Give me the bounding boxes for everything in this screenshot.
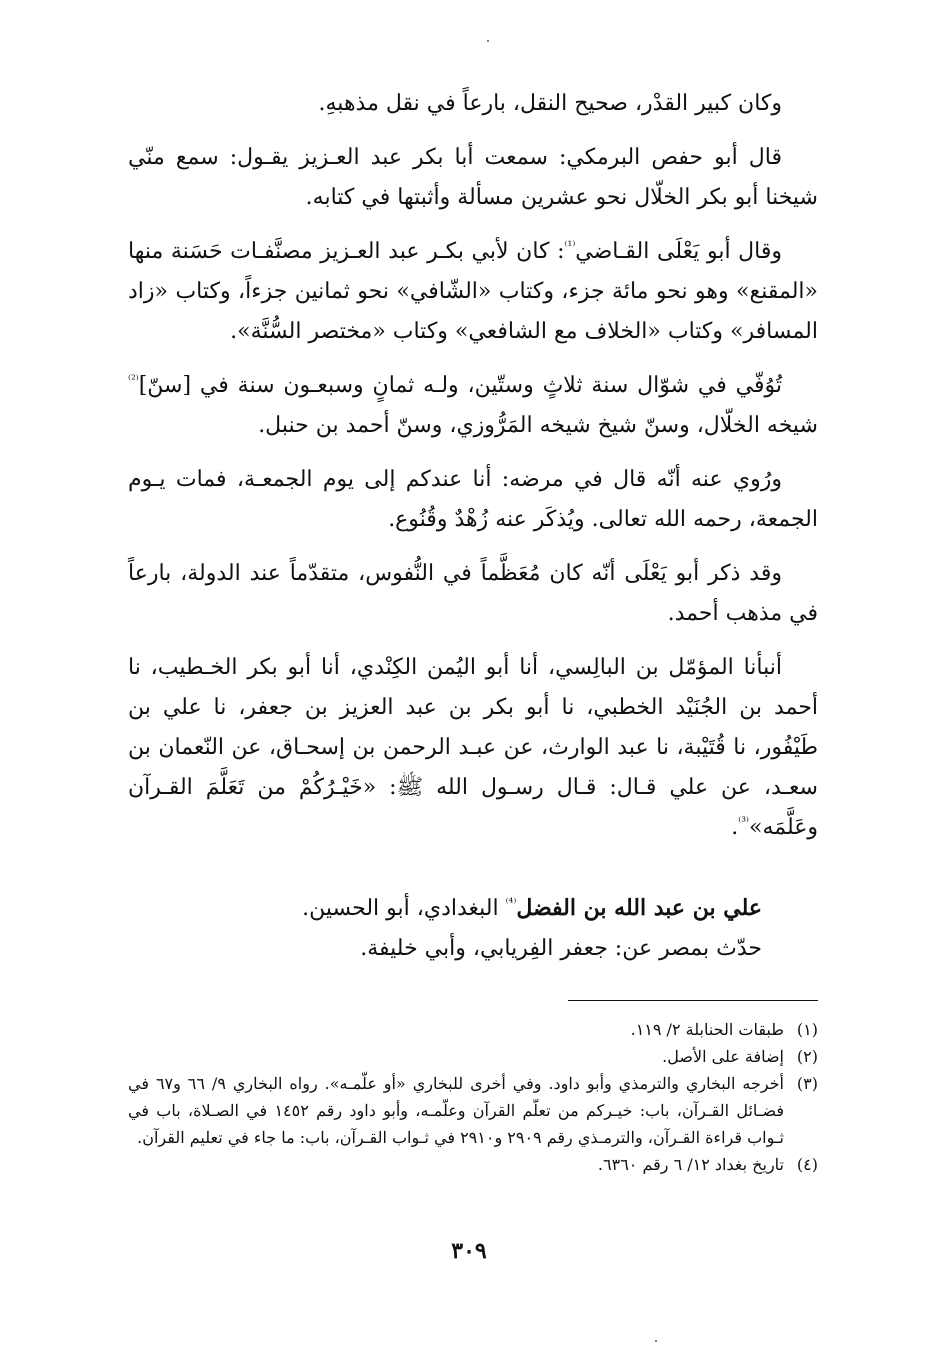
paragraph-3-start: وقال أبو يَعْلَى القـاضي bbox=[575, 239, 783, 264]
paragraph-2: قال أبو حفص البرمكي: سمعت أبا بكر عبد العـزيز يقـول: سمع منّي شيخنا أبو بكر الخلّال نحو عشرين مسألة وأثبتها في كتابه. bbox=[128, 145, 818, 210]
footnote-number: (٤) bbox=[796, 1155, 818, 1174]
entry-line-2: حدّث بمصر عن: جعفر الفِريابي، وأبي خليفة. bbox=[360, 936, 762, 961]
paragraph-7-end: . bbox=[731, 815, 739, 840]
entry-name-rest: البغدادي، أبو الحسين. bbox=[302, 896, 506, 921]
paragraph-4-rest: شيخه الخلّال، وسنّ شيخ شيخه المَرُّوزي، وسنّ أحمد بن حنبل. bbox=[258, 413, 818, 438]
paragraph-7 bbox=[128, 648, 818, 848]
footnote-number: (٢) bbox=[796, 1047, 818, 1066]
biography-entry bbox=[128, 888, 818, 969]
footnote-3 bbox=[128, 1070, 818, 1151]
footnote-ref-4: ⁽⁴⁾ bbox=[505, 895, 517, 910]
footnotes bbox=[128, 1016, 818, 1178]
scan-speck bbox=[655, 1340, 657, 1342]
footnote-text: إضافة على الأصل. bbox=[662, 1047, 784, 1066]
entry-line-1 bbox=[128, 888, 818, 929]
scan-speck bbox=[487, 40, 489, 42]
footnote-2 bbox=[128, 1043, 818, 1070]
paragraph-3 bbox=[128, 232, 818, 352]
footnote-number: (١) bbox=[796, 1020, 818, 1039]
paragraph-6: وقد ذكر أبو يَعْلَى أنّه كان مُعَظَّماً في النُّفوس، متقدّماً عند الدولة، بارعاً في مذهب أحمد. bbox=[128, 561, 818, 626]
paragraph-4 bbox=[128, 366, 818, 446]
footnote-ref-1: ⁽¹⁾ bbox=[564, 238, 576, 253]
paragraph-1: وكان كبير القدْر، صحيح النقل، بارعاً في نقل مذهبهِ. bbox=[318, 91, 782, 116]
footnote-ref-3: ⁽³⁾ bbox=[738, 814, 749, 829]
footnote-1 bbox=[128, 1016, 818, 1043]
footnote-separator bbox=[568, 1000, 818, 1001]
paragraph-4-start: تُوُفّي في شوّال سنة ثلاثٍ وستّين، ولـه ثمانٍ وسبعـون سنة في [سنّ] bbox=[138, 373, 782, 398]
footnote-text: طبقات الحنابلة ٢/ ١١٩. bbox=[630, 1020, 784, 1039]
footnote-text: تاريخ بغداد ١٢/ ٦ رقم ٦٣٦٠. bbox=[597, 1155, 784, 1174]
main-text bbox=[128, 84, 818, 848]
footnote-text: أخرجه البخاري والترمذي وأبو داود. وفي أخرى للبخاري «أو علّمـه». رواه البخاري ٩/ ٦٦ و٦٧ في فضـائل القـرآن، باب: خيـركم من تعلّم القرآن وعلّمـه، وأبو داود رقم ١٤٥٢ في الصـلاة، باب في ثـواب قراءة القـرآن، والترمـذي رقم ٢٩٠٩ و٢٩١٠ في ثـواب القـرآن، باب: ما جاء في تعليم القرآن. bbox=[128, 1074, 784, 1147]
footnote-number: (٣) bbox=[796, 1074, 818, 1093]
paragraph-3-rest: : كان لأبي بكـر عبد العـزيز مصنَّفـات حَسَنة منها «المقنع» وهو نحو مائة جزء، وكتاب «الشّافي» نحو ثمانين جزءاً، وكتاب «زاد المسافر» وكتاب «الخلاف مع الشافعي» وكتاب «مختصر السُّنَّة». bbox=[128, 239, 818, 344]
page-number: ٣٠٩ bbox=[451, 1238, 487, 1264]
footnote-4 bbox=[128, 1151, 818, 1178]
footnote-ref-2: ⁽²⁾ bbox=[128, 372, 139, 387]
paragraph-5: ورُوي عنه أنّه قال في مرضه: أنا عندكم إلى يوم الجمعـة، فمات يـوم الجمعة، رحمه الله تعالى. ويُذكَر عنه زُهْدٌ وقُنُوع. bbox=[128, 467, 818, 532]
paragraph-7-text: أنبأنا المؤمّل بن البالِسي، أنا أبو اليُمن الكِنْدي، أنا أبو بكر الخـطيب، نا أحمد بن الجُنَيْد الخطبي، نا أبو بكر بن عبد العزيز بن جعفر، نا علي بن طَيْفُور، نا قُتَيْبة، نا عبد الوارث، عن عبـد الرحمن بن إسحـاق، عن النّعمان بن سعـد، عن علي قـال: قـال رسـول الله ﷺ: «خَيْـرُكُمْ من تَعَلَّمَ القـرآن وعَلَّمَه» bbox=[128, 655, 818, 840]
entry-name: علي بن عبد الله بن الفضل bbox=[516, 895, 762, 921]
